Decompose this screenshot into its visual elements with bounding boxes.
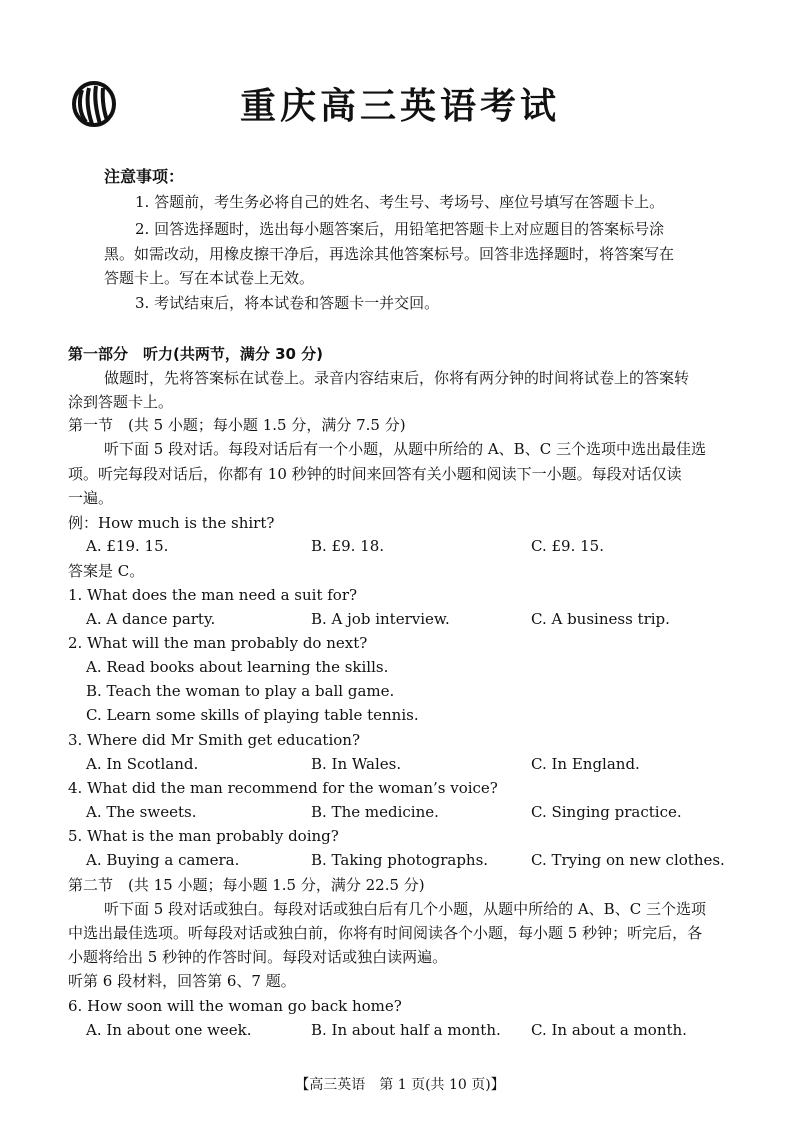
q4-option-c: C. Singing practice.	[531, 803, 682, 821]
q2-option-a: A. Read books about learning the skills.	[86, 658, 389, 676]
notice-heading: 注意事项：	[104, 167, 185, 186]
page-title: 重庆高三英语考试	[239, 86, 560, 127]
example-answer: 答案是 C。	[68, 562, 145, 580]
notice-item-1: 1. 答题前，考生务必将自己的姓名、考生号、考场号、座位号填写在答题卡上。	[135, 193, 665, 211]
q1-option-c: C. A business trip.	[531, 610, 670, 628]
q5-option-b: B. Taking photographs.	[311, 851, 489, 869]
question-6: 6. How soon will the woman go back home?	[68, 997, 402, 1015]
notice-item-3: 3. 考试结束后，将本试卷和答题卡一并交回。	[135, 294, 440, 312]
part1-intro-line-2: 涂到答题卡上。	[68, 393, 174, 411]
question-1: 1. What does the man need a suit for?	[68, 586, 358, 604]
q3-option-c: C. In England.	[531, 755, 640, 773]
notice-item-2-line-1: 2. 回答选择题时，选出每小题答案后，用铅笔把答题卡上对应题目的答案标号涂	[135, 220, 665, 238]
section2-intro-line-2: 中选出最佳选项。听每段对话或独白前，你将有时间阅读各个小题，每小题 5 秒钟；听完后，各	[68, 924, 703, 942]
part1-heading: 第一部分 听力(共两节，满分 30 分)	[68, 345, 324, 363]
part1-intro-line-1: 做题时，先将答案标在试卷上。录音内容结束后，你将有两分钟的时间将试卷上的答案转	[104, 369, 690, 387]
page-footer: 【高三英语 第 1 页(共 10 页)】	[295, 1077, 505, 1093]
example-option-c: C. £9. 15.	[531, 537, 604, 555]
section2-heading: 第二节 (共 15 小题；每小题 1.5 分，满分 22.5 分)	[68, 876, 425, 894]
q5-option-a: A. Buying a camera.	[86, 851, 240, 869]
section1-heading: 第一节 (共 5 小题；每小题 1.5 分，满分 7.5 分)	[68, 416, 406, 434]
section1-intro-line-2: 项。听完每段对话后，你都有 10 秒钟的时间来回答有关小题和阅读下一小题。每段对话仅读	[68, 465, 682, 483]
q6-option-c: C. In about a month.	[531, 1021, 687, 1039]
q4-option-a: A. The sweets.	[86, 803, 197, 821]
example-question: 例：How much is the shirt?	[68, 514, 275, 532]
q4-option-b: B. The medicine.	[311, 803, 439, 821]
question-2: 2. What will the man probably do next?	[68, 634, 368, 652]
example-option-b: B. £9. 18.	[311, 537, 385, 555]
q6-option-a: A. In about one week.	[86, 1021, 252, 1039]
q2-option-c: C. Learn some skills of playing table tennis.	[86, 706, 419, 724]
q6-option-b: B. In about half a month.	[311, 1021, 501, 1039]
q1-option-a: A. A dance party.	[86, 610, 216, 628]
question-3: 3. Where did Mr Smith get education?	[68, 731, 360, 749]
q2-option-b: B. Teach the woman to play a ball game.	[86, 682, 395, 700]
material-6-label: 听第 6 段材料，回答第 6、7 题。	[68, 972, 296, 990]
example-option-a: A. £19. 15.	[86, 537, 169, 555]
notice-item-2-line-3: 答题卡上。写在本试卷上无效。	[104, 269, 315, 287]
question-4: 4. What did the man recommend for the woman’s voice?	[68, 779, 498, 797]
question-5: 5. What is the man probably doing?	[68, 827, 339, 845]
section2-intro-line-1: 听下面 5 段对话或独白。每段对话或独白后有几个小题，从题中所给的 A、B、C 三个选项	[104, 900, 706, 918]
section1-intro-line-1: 听下面 5 段对话。每段对话后有一个小题，从题中所给的 A、B、C 三个选项中选出最佳选	[104, 440, 706, 458]
section1-intro-line-3: 一遍。	[68, 489, 114, 507]
q3-option-a: A. In Scotland.	[86, 755, 199, 773]
notice-item-2-line-2: 黑。如需改动，用橡皮擦干净后，再选涂其他答案标号。回答非选择题时，将答案写在	[104, 245, 675, 263]
q1-option-b: B. A job interview.	[311, 610, 450, 628]
q3-option-b: B. In Wales.	[311, 755, 402, 773]
section2-intro-line-3: 小题将给出 5 秒钟的作答时间。每段对话或独白读两遍。	[68, 948, 448, 966]
q5-option-c: C. Trying on new clothes.	[531, 851, 725, 869]
